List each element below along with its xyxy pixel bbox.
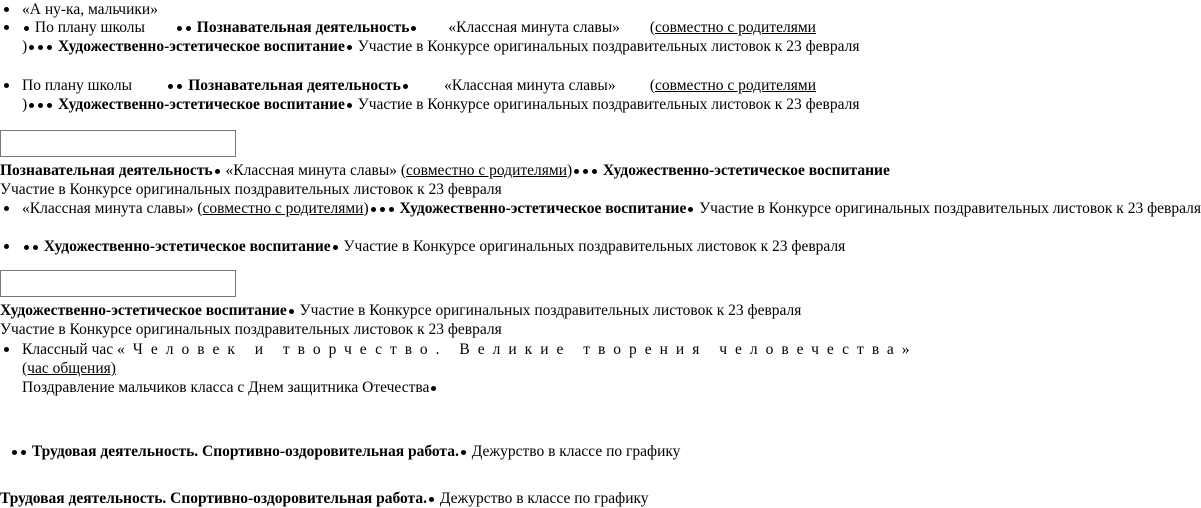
- empty-box: [0, 130, 236, 157]
- text-line: Познавательная деятельность «Классная минута славы» (совместно с родителями) Художественно-эстетическое воспитание: [0, 162, 890, 179]
- event-title: «А ну-ка, мальчики»: [22, 1, 158, 18]
- text-line: (час общения): [22, 360, 116, 377]
- bullet-icon: [4, 25, 9, 30]
- list-item: Классный час «Человек и творчество. Великие творения человечества»: [0, 341, 816, 359]
- text-line: Художественно-эстетическое воспитание Участие в Конкурсе оригинальных поздравительных листовок к 23 февраля: [0, 302, 802, 319]
- bullet-icon: [4, 244, 9, 249]
- list-item: По плану школы Познавательная деятельность «Классная минута славы» (совместно с родителями: [0, 19, 816, 37]
- text-line: Участие в Конкурсе оригинальных поздравительных листовок к 23 февраля: [0, 181, 502, 198]
- text-line: Трудовая деятельность. Спортивно-оздоровительная работа. Дежурство в классе по графику: [0, 490, 649, 507]
- bullet-icon: [4, 206, 9, 211]
- list-item: По плану школы Познавательная деятельность «Классная минута славы» (совместно с родителями: [0, 77, 816, 95]
- bullet-icon: [4, 83, 9, 88]
- bullet-icon: [4, 7, 9, 12]
- text-line: Участие в Конкурсе оригинальных поздравительных листовок к 23 февраля: [0, 321, 502, 338]
- list-item: Художественно-эстетическое воспитание Участие в Конкурсе оригинальных поздравительных листовок к 23 февраля: [0, 238, 816, 256]
- link: совместно с родителями: [655, 19, 816, 36]
- text-line: ) Художественно-эстетическое воспитание Участие в Конкурсе оригинальных поздравительных листовок к 23 февраля: [22, 38, 860, 55]
- heading: Познавательная деятельность: [196, 19, 410, 36]
- text: «Классная минута славы»: [448, 19, 620, 36]
- list-item: Трудовая деятельность. Спортивно-оздоровительная работа. Дежурство в классе по графику: [0, 443, 816, 461]
- empty-box: [0, 270, 236, 297]
- text: По плану школы: [34, 19, 145, 36]
- text-line: ) Художественно-эстетическое воспитание Участие в Конкурсе оригинальных поздравительных листовок к 23 февраля: [22, 96, 860, 113]
- list-item: «Классная минута славы» (совместно с родителями) Художественно-эстетическое воспитание Участие в Конкурсе оригинальных поздравительных листовок к 23 февраля: [0, 200, 816, 218]
- bullet-icon: [24, 26, 29, 31]
- text-line: Поздравление мальчиков класса с Днем защитника Отечества: [0, 379, 816, 397]
- bullet-icon: [4, 347, 9, 352]
